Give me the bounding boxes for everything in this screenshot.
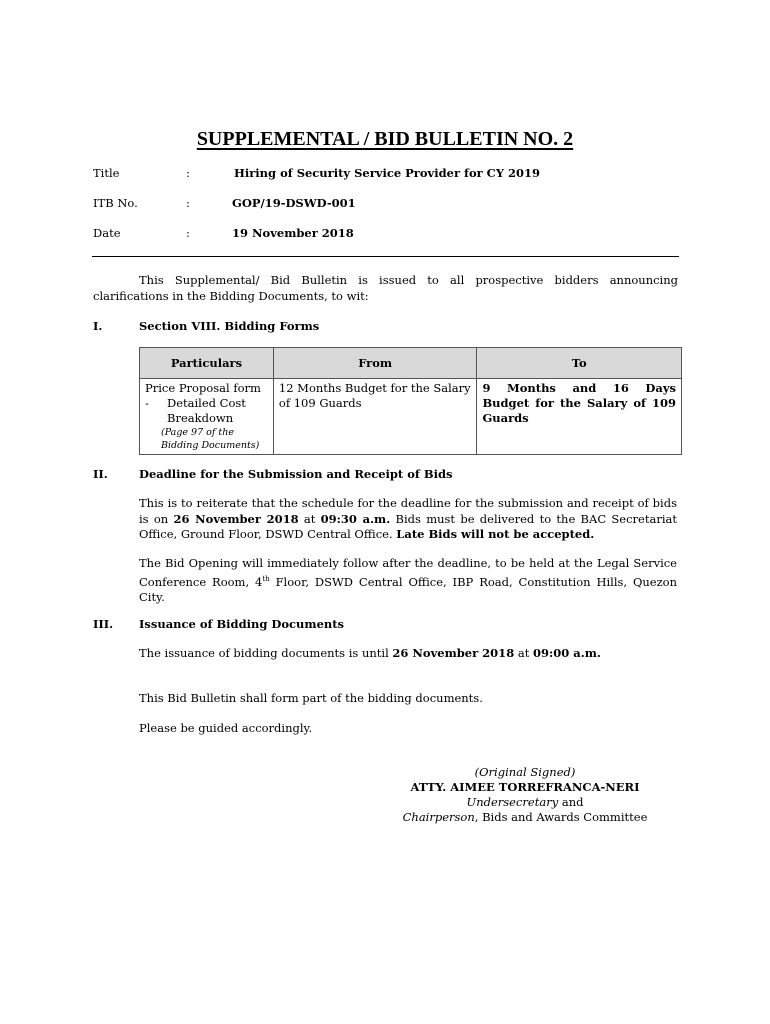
meta-colon: : bbox=[186, 196, 190, 210]
meta-value: Hiring of Security Service Provider for CY 2019 bbox=[234, 166, 541, 180]
header-divider bbox=[92, 256, 679, 257]
deadline-date: 26 November 2018 bbox=[173, 511, 299, 526]
late-bids-notice: Late Bids will not be accepted. bbox=[396, 527, 595, 541]
intro-paragraph: This Supplemental/ Bid Bulletin is issued to all prospective bidders announcing clarifications in the Bidding Documents, to wit: bbox=[93, 273, 678, 303]
to-cell: 9 Months and 16 Days Budget for the Salary of 109 Guards bbox=[477, 379, 682, 455]
issuance-paragraph bbox=[139, 646, 677, 662]
closing-paragraph: This Bid Bulletin shall form part of the bidding documents. bbox=[139, 691, 483, 705]
table-header: Particulars bbox=[140, 348, 274, 379]
bidding-forms-table bbox=[139, 347, 682, 455]
deadline-paragraph bbox=[139, 496, 677, 543]
committee-name: , Bids and Awards Committee bbox=[474, 810, 648, 824]
signatory-name: ATTY. AIMEE TORREFRANCA-NERI bbox=[410, 780, 640, 794]
signatory-committee bbox=[380, 810, 670, 825]
issuance-time: 09:00 a.m. bbox=[533, 646, 601, 660]
deadline-text: This is to reiterate that the schedule for the deadline for the submission and receipt of bids is on bbox=[139, 496, 677, 526]
opening-text: The Bid Opening will immediately follow after the deadline, to be held at the Legal Service Conference Room, 4 bbox=[139, 556, 677, 589]
opening-paragraph bbox=[139, 556, 677, 605]
deadline-text: at bbox=[298, 511, 321, 526]
closing-paragraph: Please be guided accordingly. bbox=[139, 721, 313, 735]
section-number: II. bbox=[93, 467, 108, 481]
meta-value: 19 November 2018 bbox=[232, 226, 354, 240]
original-signed-note: (Original Signed) bbox=[474, 765, 576, 779]
section-number: III. bbox=[93, 617, 114, 631]
table-header: To bbox=[477, 348, 682, 379]
section-title: Issuance of Bidding Documents bbox=[139, 617, 345, 631]
ordinal-suffix: th bbox=[262, 574, 270, 583]
meta-colon: : bbox=[186, 166, 190, 180]
particulars-cell bbox=[140, 379, 274, 455]
table-header: From bbox=[273, 348, 477, 379]
meta-value: GOP/19-DSWD-001 bbox=[232, 196, 356, 210]
meta-label: Date bbox=[93, 226, 121, 240]
deadline-time: 09:30 a.m. bbox=[320, 511, 391, 526]
from-cell: 12 Months Budget for the Salary of 109 Guards bbox=[273, 379, 477, 455]
position-title: Undersecretary bbox=[466, 795, 559, 809]
signature-block bbox=[380, 765, 670, 825]
document-title: SUPPLEMENTAL / BID BULLETIN NO. 2 bbox=[196, 128, 574, 150]
section-title: Deadline for the Submission and Receipt of Bids bbox=[139, 467, 453, 481]
deadline-text: Bids must be delivered to the BAC Secretariat Office, Ground Floor, DSWD Central Office. bbox=[139, 511, 677, 541]
particulars-line: Price Proposal form bbox=[145, 381, 261, 395]
section-title: Section VIII. Bidding Forms bbox=[139, 319, 320, 333]
table-header-row bbox=[140, 348, 682, 379]
particulars-subitem: Detailed Cost Breakdown bbox=[167, 396, 246, 425]
dash-marker: - bbox=[145, 396, 149, 410]
page-reference-note: (Page 97 of the Bidding Documents) bbox=[161, 427, 260, 451]
position-conjunction: and bbox=[558, 795, 584, 809]
section-number: I. bbox=[93, 319, 103, 333]
issuance-text: at bbox=[514, 646, 533, 660]
meta-colon: : bbox=[186, 226, 190, 240]
issuance-date: 26 November 2018 bbox=[392, 646, 515, 660]
meta-label: Title bbox=[93, 166, 120, 180]
issuance-text: The issuance of bidding documents is until bbox=[139, 646, 393, 660]
opening-text: Floor, DSWD Central Office, IBP Road, Constitution Hills, Quezon City. bbox=[139, 574, 677, 604]
signatory-position bbox=[380, 795, 670, 810]
particulars-bullet bbox=[145, 396, 268, 426]
meta-label: ITB No. bbox=[93, 196, 138, 210]
table-row bbox=[140, 379, 682, 455]
position-title: Chairperson bbox=[402, 810, 475, 824]
